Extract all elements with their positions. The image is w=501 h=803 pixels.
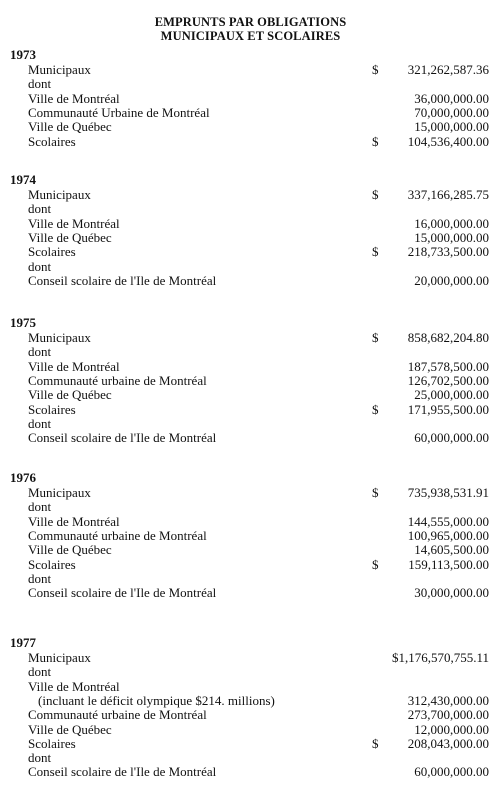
row-amount: 126,702,500.00	[407, 372, 489, 388]
row-amount: 273,700,000.00	[407, 707, 489, 723]
row-amount: 337,166,285.75	[407, 187, 489, 202]
row-label: Scolaires	[28, 244, 76, 260]
currency-symbol: $	[372, 485, 379, 500]
table-row	[0, 187, 501, 202]
row-label: dont	[28, 76, 52, 92]
table-row	[0, 750, 501, 765]
row-amount: 218,733,500.00	[407, 244, 489, 260]
table-row	[0, 736, 501, 751]
row-label: Ville de Québec	[28, 721, 112, 737]
row-label: dont	[28, 415, 52, 431]
table-row	[0, 707, 501, 722]
row-label: Ville de Montréal	[28, 513, 120, 529]
currency-symbol: $	[372, 187, 379, 202]
row-label: (incluant le déficit olympique $214. millions)	[38, 692, 275, 708]
row-label: Scolaires	[28, 556, 76, 572]
row-amount: 858,682,204.80	[407, 330, 489, 345]
row-amount: 60,000,000.00	[414, 430, 489, 446]
table-row	[0, 402, 501, 417]
row-amount: 159,113,500.00	[408, 556, 489, 572]
currency-symbol: $	[372, 244, 379, 260]
currency-symbol: $	[372, 401, 379, 417]
year-heading	[0, 172, 501, 187]
row-label: Communauté Urbaine de Montréal	[28, 104, 210, 120]
row-amount: 312,430,000.00	[407, 692, 489, 708]
currency-symbol: $	[372, 62, 379, 77]
row-label: Conseil scolaire de l'Ile de Montréal	[28, 585, 217, 601]
row-label: dont	[28, 499, 52, 515]
row-label: Conseil scolaire de l'Ile de Montréal	[28, 272, 217, 288]
table-row	[0, 201, 501, 216]
table-row	[0, 259, 501, 274]
table-row	[0, 344, 501, 359]
row-amount: 30,000,000.00	[414, 585, 489, 601]
row-amount: 16,000,000.00	[414, 215, 489, 231]
document-title-line1: EMPRUNTS PAR OBLIGATIONS	[154, 15, 347, 29]
table-row	[0, 528, 501, 543]
row-amount: 15,000,000.00	[414, 119, 489, 135]
row-label: Ville de Montréal	[28, 678, 120, 694]
table-row	[0, 650, 501, 665]
row-amount: 104,536,400.00	[407, 133, 489, 149]
table-row	[0, 373, 501, 388]
year-heading	[0, 315, 501, 330]
row-amount: 14,605,500.00	[414, 542, 489, 558]
table-row	[0, 542, 501, 557]
row-amount: 100,965,000.00	[407, 527, 489, 543]
row-label: dont	[28, 750, 52, 766]
row-label: Communauté urbaine de Montréal	[28, 372, 207, 388]
row-amount: 12,000,000.00	[414, 721, 489, 737]
row-label: Scolaires	[28, 735, 76, 751]
year-label: 1974	[10, 172, 36, 187]
row-amount: 171,955,500.00	[407, 401, 489, 417]
row-label: Ville de Montréal	[28, 90, 120, 106]
row-amount: 60,000,000.00	[414, 764, 489, 780]
row-label: Conseil scolaire de l'Ile de Montréal	[28, 764, 217, 780]
row-amount: 187,578,500.00	[407, 358, 489, 374]
document-title-line2: MUNICIPAUX ET SCOLAIRES	[160, 29, 341, 43]
table-row	[0, 62, 501, 77]
row-amount: 144,555,000.00	[407, 513, 489, 529]
year-label: 1976	[10, 470, 36, 485]
row-amount: 36,000,000.00	[414, 90, 489, 106]
table-row	[0, 585, 501, 600]
row-label: Communauté urbaine de Montréal	[28, 707, 207, 723]
table-row	[0, 514, 501, 529]
table-row	[0, 216, 501, 231]
row-label: Ville de Québec	[28, 119, 112, 135]
row-amount: 208,043,000.00	[407, 735, 489, 751]
table-row	[0, 557, 501, 572]
table-row	[0, 485, 501, 500]
row-label: dont	[28, 570, 52, 586]
currency-symbol: $	[372, 735, 379, 751]
year-label: 1973	[10, 47, 36, 62]
year-heading	[0, 635, 501, 650]
row-label: Communauté urbaine de Montréal	[28, 527, 207, 543]
row-label: dont	[28, 344, 52, 360]
row-label: Ville de Québec	[28, 387, 112, 403]
table-row	[0, 359, 501, 374]
row-label: Municipaux	[28, 485, 91, 500]
year-heading	[0, 47, 501, 62]
row-label: Ville de Montréal	[28, 215, 120, 231]
row-label: Municipaux	[28, 650, 91, 665]
table-row	[0, 693, 501, 708]
year-label: 1977	[10, 635, 36, 650]
table-row	[0, 134, 501, 149]
table-row	[0, 273, 501, 288]
table-row	[0, 416, 501, 431]
row-label: Ville de Québec	[28, 542, 112, 558]
row-label: Municipaux	[28, 330, 91, 345]
table-row	[0, 571, 501, 586]
table-row	[0, 91, 501, 106]
row-label: Scolaires	[28, 401, 76, 417]
table-row	[0, 105, 501, 120]
row-amount: 20,000,000.00	[414, 272, 489, 288]
row-amount: 70,000,000.00	[414, 104, 489, 120]
table-row	[0, 430, 501, 445]
currency-symbol: $	[372, 133, 379, 149]
currency-symbol: $	[372, 556, 379, 572]
table-row	[0, 387, 501, 402]
row-label: dont	[28, 201, 52, 217]
table-row	[0, 76, 501, 91]
currency-symbol: $	[372, 330, 379, 345]
table-row	[0, 764, 501, 779]
table-row	[0, 679, 501, 694]
year-label: 1975	[10, 315, 36, 330]
row-label: Ville de Québec	[28, 229, 112, 245]
row-label: Municipaux	[28, 62, 91, 77]
row-label: dont	[28, 258, 52, 274]
row-amount: 25,000,000.00	[414, 387, 489, 403]
row-amount: $1,176,570,755.11	[391, 650, 489, 665]
table-row	[0, 119, 501, 134]
row-amount: 735,938,531.91	[407, 485, 489, 500]
row-amount: 321,262,587.36	[407, 62, 489, 77]
row-label: Municipaux	[28, 187, 91, 202]
table-row	[0, 722, 501, 737]
row-label: dont	[28, 664, 52, 680]
year-heading	[0, 470, 501, 485]
table-row	[0, 499, 501, 514]
table-row	[0, 244, 501, 259]
row-label: Conseil scolaire de l'Ile de Montréal	[28, 430, 217, 446]
table-row	[0, 664, 501, 679]
row-amount: 15,000,000.00	[414, 229, 489, 245]
row-label: Scolaires	[28, 133, 76, 149]
table-row	[0, 330, 501, 345]
table-row	[0, 230, 501, 245]
row-label: Ville de Montréal	[28, 358, 120, 374]
